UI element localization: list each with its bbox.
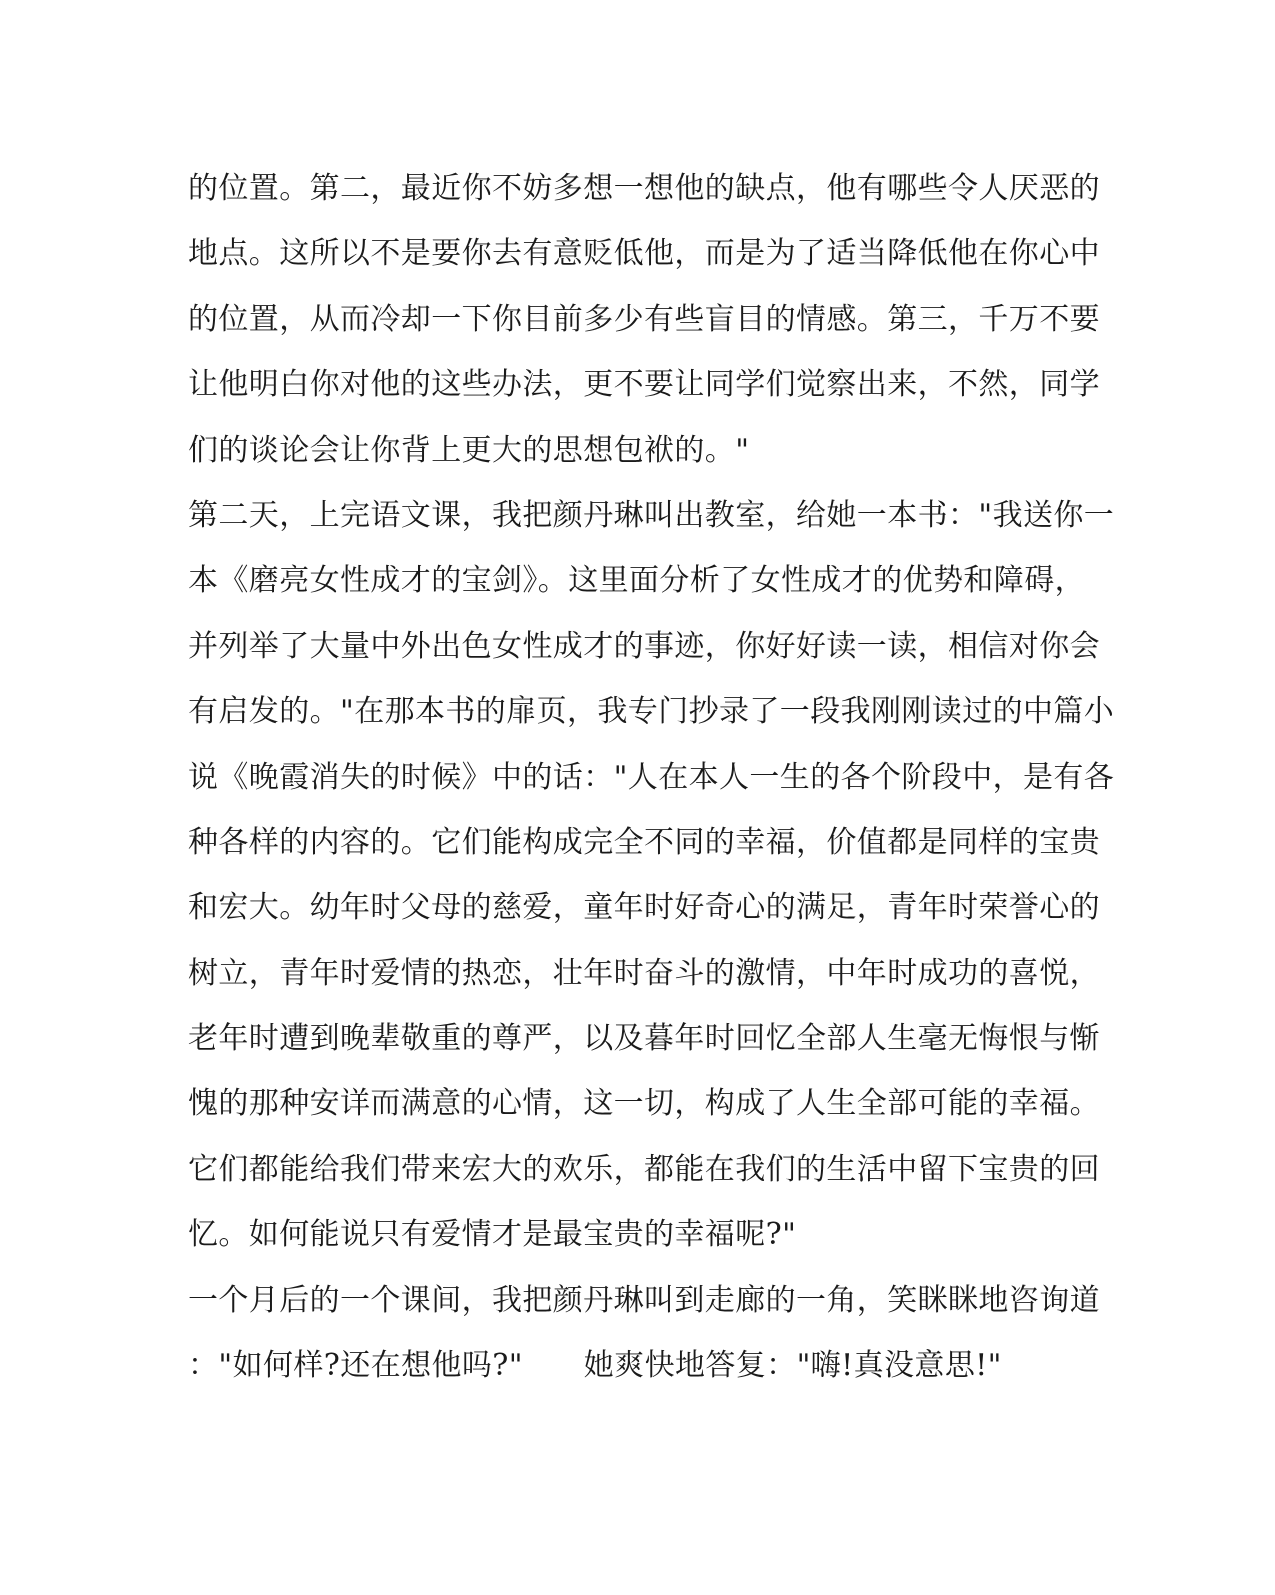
text-line: 的位置。第二，最近你不妨多想一想他的缺点，他有哪些令人厌恶的 — [188, 171, 1100, 206]
text-line: 愧的那种安详而满意的心情，这一切，构成了人生全部可能的幸福。 — [188, 1086, 1100, 1122]
text-line: 一个月后的一个课间，我把颜丹琳叫到走廊的一角，笑眯眯地咨询道 — [188, 1282, 1100, 1318]
text-line: 的位置，从而冷却一下你目前多少有些盲目的情感。第三，千万不要 — [188, 301, 1100, 337]
text-line: 老年时遭到晚辈敬重的尊严，以及暮年时回忆全部人生毫无悔恨与惭 — [188, 1021, 1100, 1057]
text-line: 种各样的内容的。它们能构成完全不同的幸福，价值都是同样的宝贵 — [188, 824, 1100, 860]
text-line: 忆。如何能说只有爱情才是最宝贵的幸福呢?" — [188, 1217, 797, 1253]
text-line: 本《磨亮女性成才的宝剑》。这里面分析了女性成才的优势和障碍， — [188, 563, 1085, 599]
text-line: 和宏大。幼年时父母的慈爱，童年时好奇心的满足，青年时荣誉心的 — [188, 890, 1100, 926]
text-line: ："如何样?还在想他吗?" 她爽快地答复："嗨!真没意思!" — [188, 1348, 1002, 1384]
text-line: 并列举了大量中外出色女性成才的事迹，你好好读一读，相信对你会 — [188, 628, 1100, 664]
text-line: 树立，青年时爱情的热恋，壮年时奋斗的激情，中年时成功的喜悦， — [188, 955, 1100, 991]
text-line: 说《晚霞消失的时候》中的话："人在本人一生的各个阶段中，是有各 — [188, 759, 1115, 795]
text-line: 它们都能给我们带来宏大的欢乐，都能在我们的生活中留下宝贵的回 — [188, 1151, 1100, 1187]
text-line: 第二天，上完语文课，我把颜丹琳叫出教室，给她一本书："我送你一 — [188, 497, 1115, 533]
body-text — [188, 156, 1115, 1398]
text-line: 有启发的。"在那本书的扉页，我专门抄录了一段我刚刚读过的中篇小 — [188, 694, 1115, 730]
text-line: 地点。这所以不是要你去有意贬低他，而是为了适当降低他在你心中 — [188, 236, 1100, 272]
text-line: 们的谈论会让你背上更大的思想包袱的。" — [188, 432, 750, 468]
text-line: 让他明白你对他的这些办法，更不要让同学们觉察出来，不然，同学 — [188, 367, 1100, 403]
